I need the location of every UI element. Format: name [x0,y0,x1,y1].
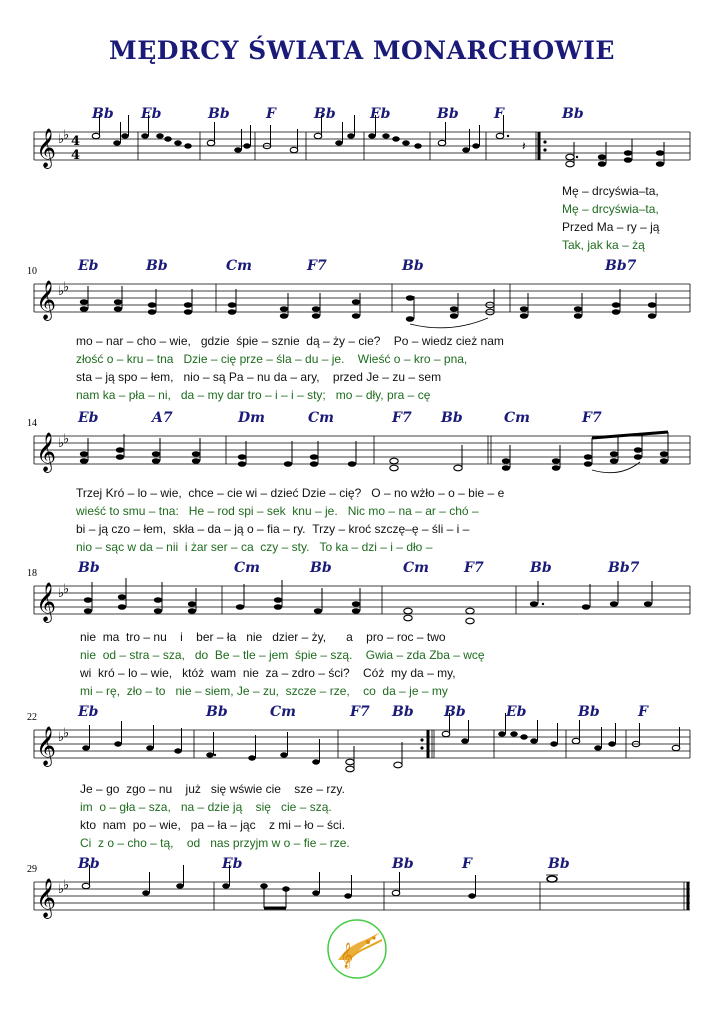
system-5 [0,704,724,854]
svg-text:♭: ♭ [63,726,70,741]
svg-text:♭: ♭ [63,432,70,447]
lyric-line: nie ma tro – nu i ber – ła nie dzier – ży, a pro – roc – two [80,630,446,644]
system-4 [0,560,724,710]
system-6 [0,856,724,926]
svg-text:𝄞: 𝄞 [36,582,57,622]
svg-text:𝄞: 𝄞 [36,878,57,918]
measure-number: 10 [27,266,37,277]
chord-symbol: Cm [308,410,334,426]
chord-symbol: Eb [78,258,99,274]
lyric-line: Przed Ma – ry – ją [562,220,660,234]
lyric-line: Mę – drcyświa–ta, [562,184,659,198]
chord-symbol: Bb [578,704,600,720]
chord-symbol: Bb [444,704,466,720]
chord-symbol: A7 [152,410,173,426]
music-logo-icon [326,918,388,980]
lyric-line: Tak, jak ka – żą [562,238,645,252]
chord-symbol: F7 [392,410,412,426]
chord-symbol: Eb [506,704,527,720]
chord-symbol: Eb [370,106,391,122]
svg-text:♭: ♭ [63,280,70,295]
svg-text:♭: ♭ [58,730,65,745]
lyric-line: nam ka – pła – ni, da – my dar tro – i – i – sty; mo – dły, pra – cę [76,388,431,402]
chord-symbol: F [462,856,472,872]
lyric-line: nio – sąc w da – nii i żar ser – ca czy – sty. To ka – dzi – i – dło – [76,540,433,554]
chord-symbol: F7 [350,704,370,720]
lyric-line: wieść to smu – tna: He – rod spi – sek knu – je. Nic mo – na – ar – chó – [76,504,479,518]
svg-text:𝄞: 𝄞 [36,432,57,472]
lyric-line: złość o – kru – tna Dzie – cię prze – śla – du – je. Wieść o – kro – pna, [76,352,468,366]
chord-symbol: Bb [78,856,100,872]
svg-text:𝄞: 𝄞 [36,280,57,320]
svg-text:♭: ♭ [58,284,65,299]
chord-symbol: Eb [222,856,243,872]
chord-symbol: Bb [392,856,414,872]
chord-symbol: Bb [208,106,230,122]
chord-symbol: Eb [78,410,99,426]
svg-text:𝄽: 𝄽 [522,139,526,153]
chord-symbol: F [266,106,276,122]
music-staff [0,258,724,338]
chord-symbol: Bb [310,560,332,576]
chord-symbol: Dm [238,410,265,426]
music-staff [0,410,724,490]
chord-symbol: F7 [464,560,484,576]
chord-symbol: F [638,704,648,720]
lyric-line: mi – rę, zło – to nie – siem, Je – zu, szcze – rze, co da – je – my [80,684,448,698]
music-staff [0,560,724,640]
svg-text:𝄞: 𝄞 [36,128,57,168]
svg-text:𝄞: 𝄞 [36,726,57,766]
chord-symbol: Bb [437,106,459,122]
svg-text:4: 4 [71,134,81,149]
lyric-line: mo – nar – cho – wie, gdzie śpie – sznie dą – ży – cie? Po – wiedz cież nam [76,334,504,348]
system-1 [0,106,724,256]
measure-number: 29 [27,864,37,875]
lyric-line: sta – ją spo – łem, nio – są Pa – nu da – ary, przed Je – zu – sem [76,370,442,384]
svg-text:4: 4 [71,148,81,163]
chord-symbol: Eb [141,106,162,122]
chord-symbol: F7 [582,410,602,426]
measure-number: 14 [27,418,37,429]
system-2 [0,258,724,408]
svg-text:♭: ♭ [63,128,70,143]
chord-symbol: Eb [78,704,99,720]
chord-symbol: Cm [270,704,296,720]
svg-text:𝄞: 𝄞 [340,943,354,968]
chord-symbol: Bb [206,704,228,720]
chord-symbol: Bb7 [608,560,640,576]
chord-symbol: Cm [504,410,530,426]
measure-number: 22 [27,712,37,723]
chord-symbol: F [494,106,504,122]
music-staff [0,856,724,926]
chord-symbol: Cm [234,560,260,576]
lyric-line: wi kró – lo – wie, któż wam nie za – zdro – ści? Cóż my da – my, [80,666,456,680]
svg-text:♭: ♭ [58,132,65,147]
lyric-line: Je – go zgo – nu już się wświe cie sze – rzy. [80,782,345,796]
chord-symbol: Bb [392,704,414,720]
song-title: MĘDRCY ŚWIATA MONARCHOWIE [109,36,615,65]
music-staff [0,106,724,186]
measure-number: 18 [27,568,37,579]
chord-symbol: Bb [92,106,114,122]
chord-symbol: Bb7 [605,258,637,274]
chord-symbol: Bb [146,258,168,274]
chord-symbol: Bb [441,410,463,426]
chord-symbol: Bb [78,560,100,576]
chord-symbol: Bb [562,106,584,122]
chord-symbol: Bb [548,856,570,872]
chord-symbol: Bb [402,258,424,274]
system-3 [0,410,724,560]
lyric-line: Trzej Kró – lo – wie, chce – cie wi – dzieć Dzie – cię? O – no wżło – o – bie – e [76,486,505,500]
chord-symbol: F7 [307,258,327,274]
lyric-line: kto nam po – wie, pa – ła – jąc z mi – ło – ści. [80,818,346,832]
svg-text:♭: ♭ [58,586,65,601]
chord-symbol: Cm [403,560,429,576]
svg-text:♭: ♭ [63,878,70,893]
chord-symbol: Bb [530,560,552,576]
lyric-line: Mę – drcyświa–ta, [562,202,659,216]
lyric-line: Ci z o – cho – tą, od nas przyjm w o – fie – rze. [80,836,350,850]
svg-text:♭: ♭ [58,436,65,451]
music-staff [0,704,724,784]
lyric-line: im o – gła – sza, na – dzie ją się cie – szą. [80,800,332,814]
chord-symbol: Cm [226,258,252,274]
lyric-line: bi – ją czo – łem, skła – da – ją o – fia – ry. Trzy – kroć szczę–ę – śli – i – [76,522,470,536]
chord-symbol: Bb [314,106,336,122]
svg-text:♭: ♭ [63,582,70,597]
svg-text:♭: ♭ [58,882,65,897]
lyric-line: nie od – stra – sza, do Be – tle – jem śpie – szą. Gwia – zda Zba – wcę [80,648,485,662]
